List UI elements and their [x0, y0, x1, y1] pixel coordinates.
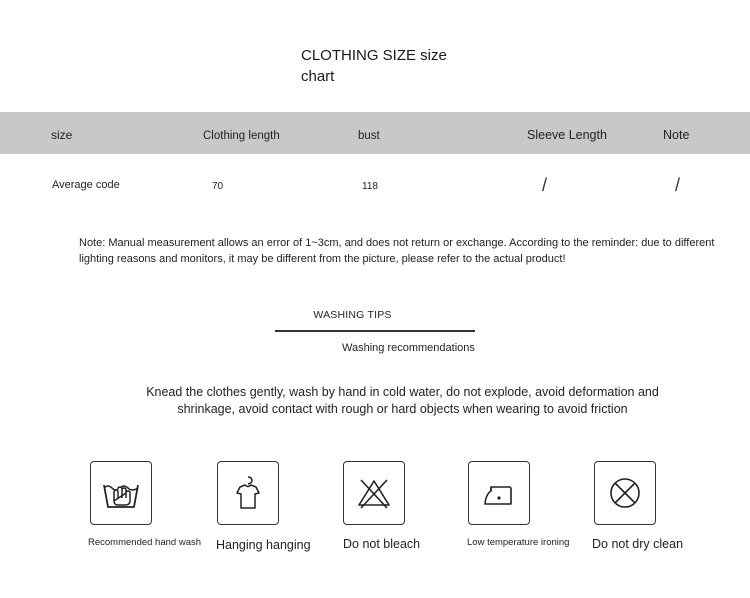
no-dry-clean-label: Do not dry clean [592, 537, 684, 551]
header-clothing-length: Clothing length [203, 130, 280, 142]
washing-tips-subtitle: Washing recommendations [342, 342, 475, 354]
hand-wash-label: Recommended hand wash [88, 537, 202, 548]
header-bust: bust [358, 130, 380, 142]
page-title: CLOTHING SIZE size chart [301, 47, 447, 85]
hand-wash-icon-box [90, 461, 152, 525]
no-bleach-icon-box [343, 461, 405, 525]
no-dry-clean-icon-box [594, 461, 656, 525]
row-note-value: / [675, 175, 681, 195]
hanging-icon-box [217, 461, 279, 525]
header-size: size [51, 128, 73, 142]
washing-instructions: Knead the clothes gently, wash by hand in cold water, do not explode, avoid deformation and shrinkage, avoid contact with rough or hard objects when wearing to avoid friction [146, 385, 659, 416]
header-note: Note [663, 128, 690, 142]
low-temp-iron-icon [477, 471, 521, 515]
low-temp-iron-label: Low temperature ironing [467, 537, 570, 548]
header-sleeve-length: Sleeve Length [527, 128, 607, 142]
measurement-note: Note: Manual measurement allows an error of 1~3cm, and does not return or exchange. According to the reminder: due to different lighting reasons and monitors, it may be different from the picture, please refer to the actual product! [79, 237, 715, 265]
no-dry-clean-icon [603, 471, 647, 515]
low-temp-iron-icon-box [468, 461, 530, 525]
hanging-icon [226, 471, 270, 515]
row-bust-value: 118 [362, 181, 378, 192]
no-bleach-icon [352, 471, 396, 515]
row-clothing-length-value: 70 [212, 181, 224, 192]
hanging-label: Hanging hanging [216, 538, 311, 552]
hand-wash-icon [99, 471, 143, 515]
washing-tips-divider [275, 330, 475, 332]
washing-tips-title: WASHING TIPS [313, 309, 392, 321]
no-bleach-label: Do not bleach [343, 537, 421, 551]
row-size-value: Average code [52, 179, 120, 191]
row-sleeve-length-value: / [542, 175, 548, 195]
